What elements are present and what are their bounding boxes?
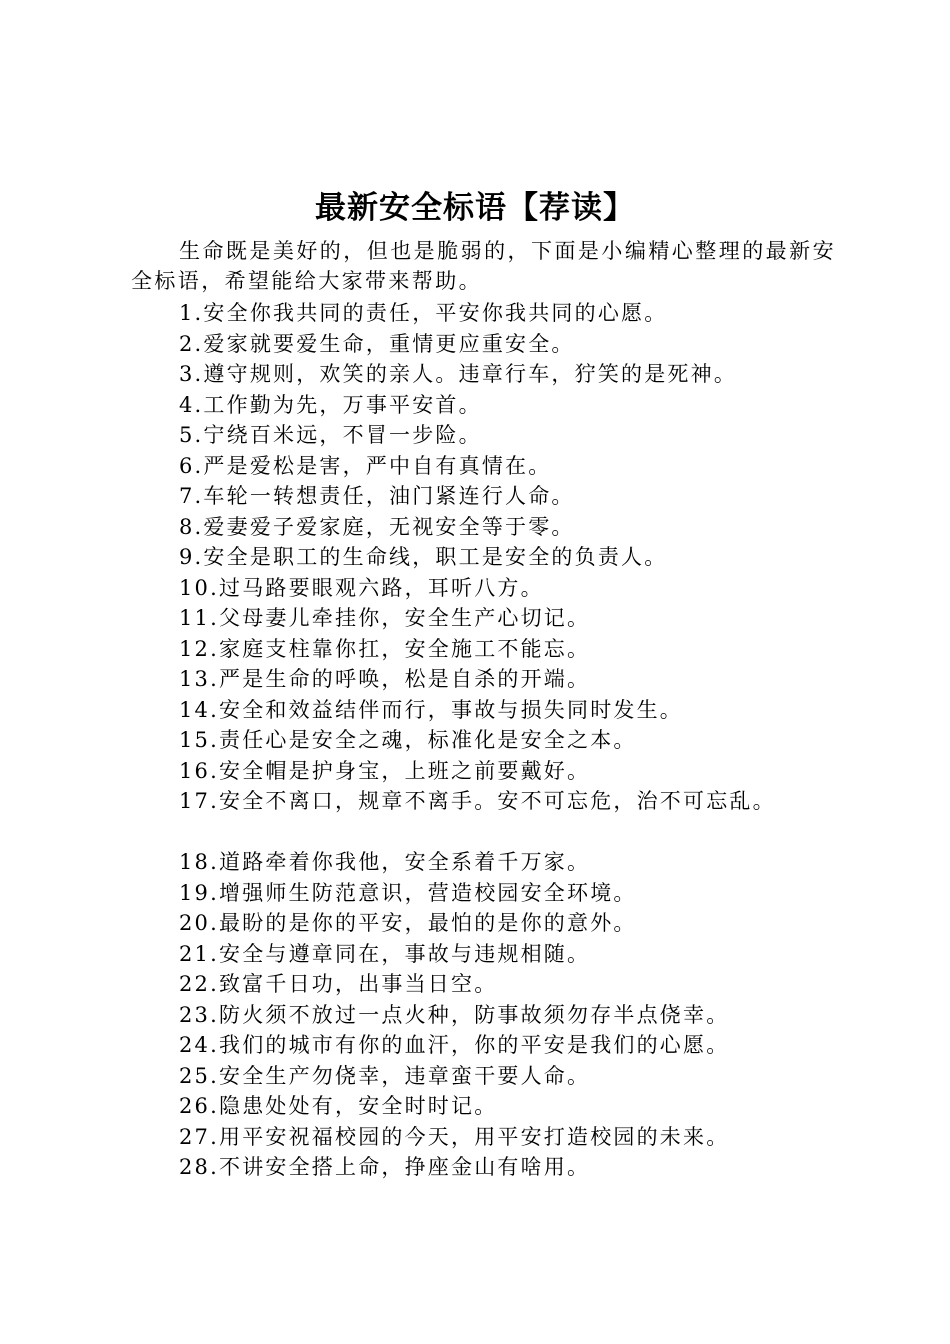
list-item: 22.致富千日功，出事当日空。 [179, 972, 498, 996]
list-item: 1.安全你我共同的责任，平安你我共同的心愿。 [179, 301, 668, 325]
list-item: 13.严是生命的呼唤，松是自杀的开端。 [179, 667, 591, 691]
list-item: 2.爱家就要爱生命，重情更应重安全。 [179, 331, 575, 356]
list-item: 28.不讲安全搭上命，挣座金山有啥用。 [179, 1155, 591, 1179]
list-item: 5.宁绕百米远，不冒一步险。 [179, 423, 482, 447]
list-item: 21.安全与遵章同在，事故与违规相随。 [179, 941, 591, 966]
list-item: 3.遵守规则，欢笑的亲人。违章行车，狞笑的是死神。 [179, 362, 738, 386]
list-item: 14.安全和效益结伴而行，事故与损失同时发生。 [179, 697, 683, 722]
slogan-list [179, 298, 879, 1183]
list-item: 10.过马路要眼观六路，耳听八方。 [179, 575, 544, 600]
list-item: 7.车轮一转想责任，油门紧连行人命。 [179, 484, 575, 508]
list-item: 18.道路牵着你我他，安全系着千万家。 [179, 850, 591, 874]
list-item: 6.严是爱松是害，严中自有真情在。 [179, 453, 552, 478]
list-item: 24.我们的城市有你的血汗，你的平安是我们的心愿。 [179, 1033, 730, 1057]
list-item: 23.防火须不放过一点火种，防事故须勿存半点侥幸。 [179, 1002, 730, 1027]
list-item: 27.用平安祝福校园的今天，用平安打造校园的未来。 [179, 1124, 730, 1149]
list-item: 12.家庭支柱靠你扛，安全施工不能忘。 [179, 636, 591, 661]
list-item: 25.安全生产勿侥幸，违章蛮干要人命。 [179, 1063, 591, 1088]
list-item: 4.工作勤为先，万事平安首。 [179, 392, 482, 417]
intro-paragraph: 生命既是美好的，但也是脆弱的，下面是小编精心整理的最新安全标语，希望能给大家带来帮助。 [131, 239, 836, 293]
document-title: 最新安全标语【荐读】 [315, 190, 635, 226]
list-item: 8.爱妻爱子爱家庭，无视安全等于零。 [179, 514, 575, 539]
list-item: 17.安全不离口，规章不离手。安不可忘危，治不可忘乱。 [179, 789, 776, 813]
list-item: 9.安全是职工的生命线，职工是安全的负责人。 [179, 545, 668, 569]
list-item: 15.责任心是安全之魂，标准化是安全之本。 [179, 728, 637, 752]
blank-line [179, 817, 879, 848]
list-item: 26.隐患处处有，安全时时记。 [179, 1094, 498, 1118]
list-item: 11.父母妻儿牵挂你，安全生产心切记。 [179, 606, 591, 630]
list-item: 20.最盼的是你的平安，最怕的是你的意外。 [179, 911, 637, 935]
list-item: 19.增强师生防范意识，营造校园安全环境。 [179, 880, 637, 905]
list-item: 16.安全帽是护身宝，上班之前要戴好。 [179, 758, 591, 783]
